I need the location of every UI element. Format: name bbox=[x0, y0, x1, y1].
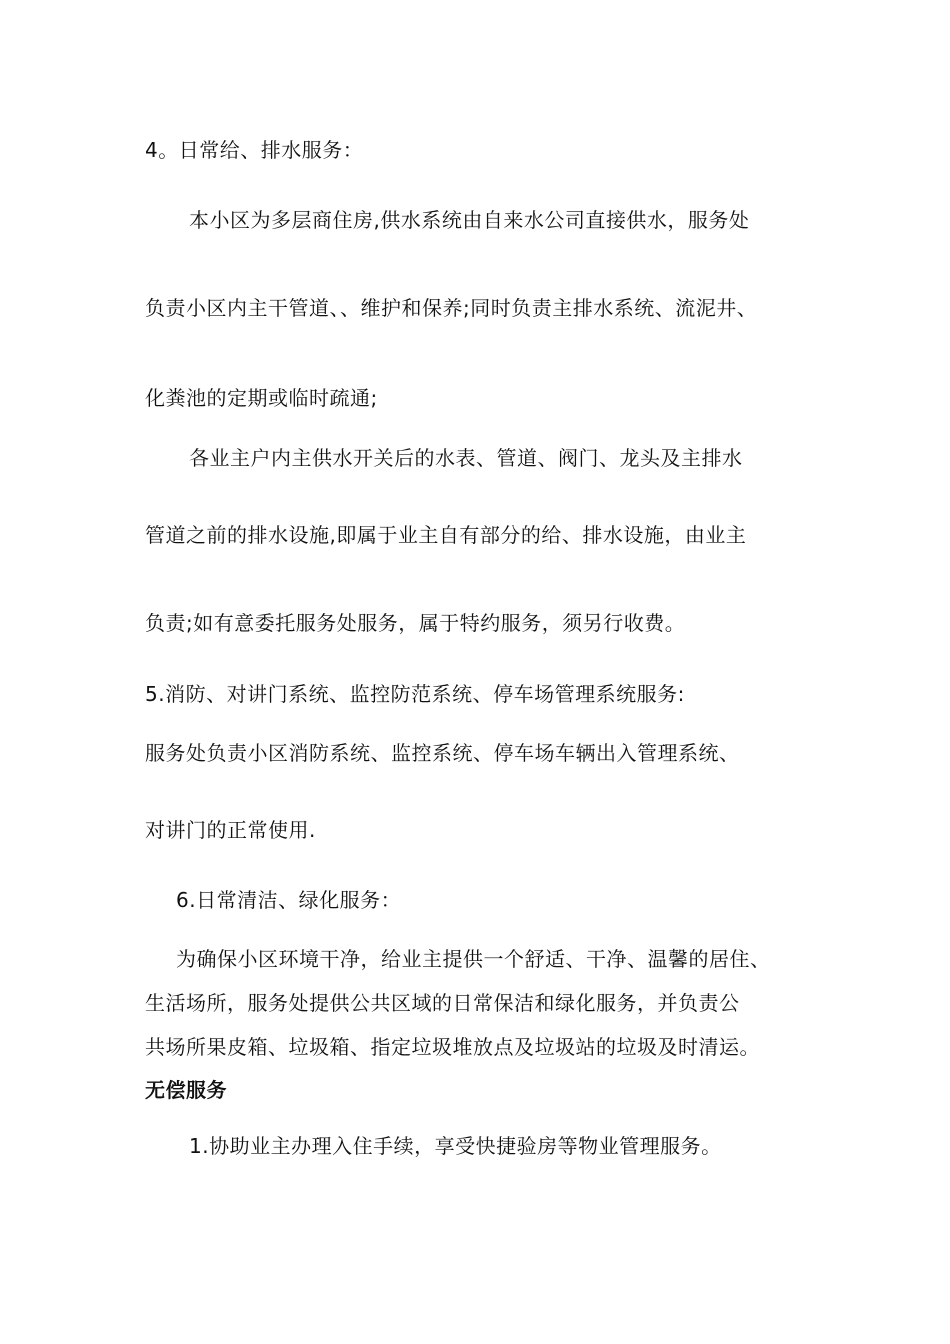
paragraph-line: 为确保小区环境干净，给业主提供一个舒适、干净、温馨的居住、 bbox=[176, 947, 771, 971]
list-item: 1.协助业主办理入住手续，享受快捷验房等物业管理服务。 bbox=[189, 1134, 722, 1158]
free-services-heading: 无偿服务 bbox=[145, 1078, 227, 1102]
paragraph-line: 负责小区内主干管道、、维护和保养;同时负责主排水系统、流泥井、 bbox=[145, 296, 758, 320]
paragraph-line: 负责;如有意委托服务处服务，属于特约服务，须另行收费。 bbox=[145, 611, 686, 635]
section-6-heading: 6.日常清洁、绿化服务： bbox=[176, 888, 402, 912]
paragraph-line: 管道之前的排水设施,即属于业主自有部分的给、排水设施，由业主 bbox=[145, 523, 747, 547]
paragraph-line: 对讲门的正常使用. bbox=[145, 818, 316, 842]
paragraph-line: 生活场所，服务处提供公共区域的日常保洁和绿化服务，并负责公 bbox=[145, 991, 740, 1015]
section-5-heading: 5.消防、对讲门系统、监控防范系统、停车场管理系统服务: bbox=[145, 682, 685, 706]
paragraph-line: 各业主户内主供水开关后的水表、管道、阀门、龙头及主排水 bbox=[189, 446, 743, 470]
paragraph-line: 本小区为多层商住房,供水系统由自来水公司直接供水，服务处 bbox=[189, 208, 750, 232]
paragraph-line: 共场所果皮箱、垃圾箱、指定垃圾堆放点及垃圾站的垃圾及时清运。 bbox=[145, 1035, 760, 1059]
section-4-heading: 4。日常给、排水服务： bbox=[145, 138, 364, 162]
paragraph-line: 服务处负责小区消防系统、监控系统、停车场车辆出入管理系统、 bbox=[145, 741, 740, 765]
paragraph-line: 化粪池的定期或临时疏通; bbox=[145, 386, 378, 410]
